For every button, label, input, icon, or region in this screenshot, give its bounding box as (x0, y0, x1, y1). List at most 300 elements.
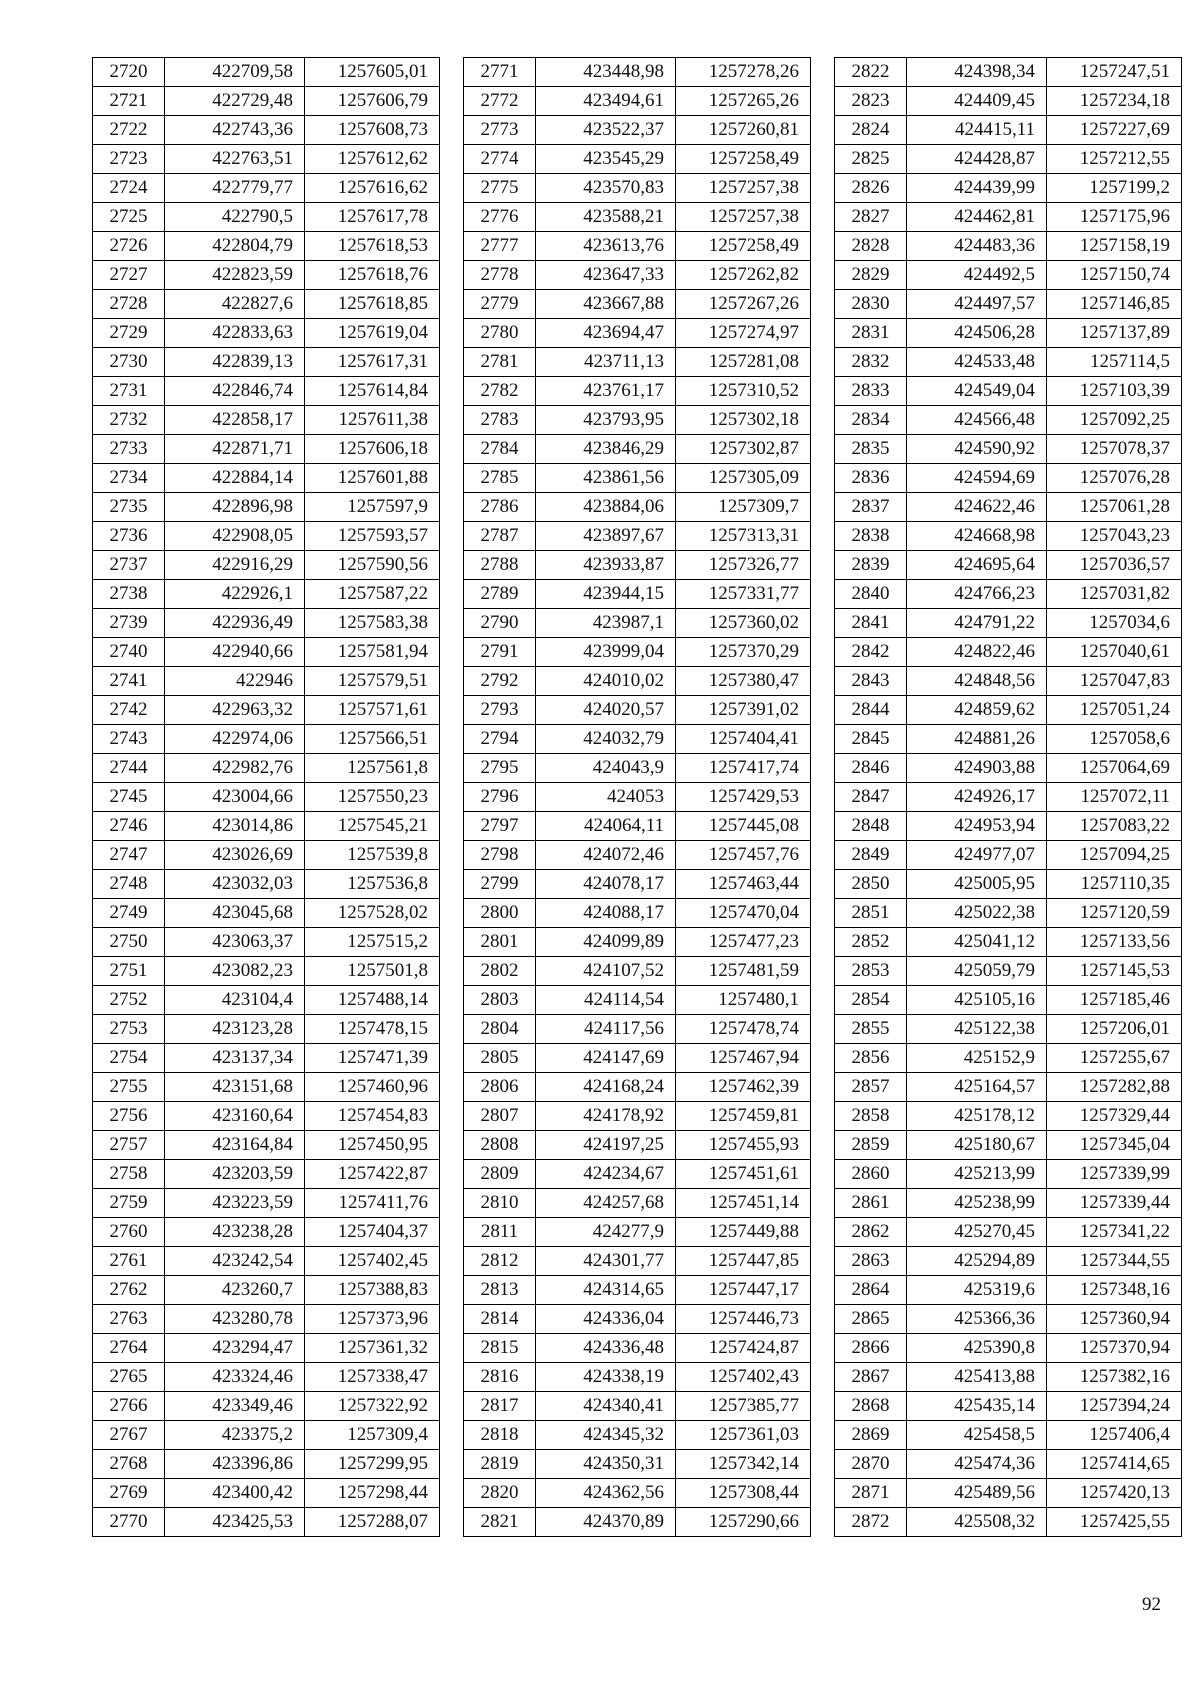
y-coordinate-cell: 1257459,81 (676, 1102, 811, 1131)
y-coordinate-cell: 1257064,69 (1047, 754, 1182, 783)
x-coordinate-cell: 424622,46 (907, 493, 1047, 522)
y-coordinate-cell: 1257477,23 (676, 928, 811, 957)
x-coordinate-cell: 423933,87 (536, 551, 676, 580)
x-coordinate-cell: 423396,86 (165, 1450, 305, 1479)
y-coordinate-cell: 1257288,07 (305, 1508, 440, 1537)
table-row (835, 290, 1182, 319)
x-coordinate-cell: 424020,57 (536, 696, 676, 725)
y-coordinate-cell: 1257597,9 (305, 493, 440, 522)
table-row (464, 174, 811, 203)
y-coordinate-cell: 1257404,37 (305, 1218, 440, 1247)
point-number-cell: 2826 (835, 174, 907, 203)
table-row (464, 580, 811, 609)
x-coordinate-cell: 423324,46 (165, 1363, 305, 1392)
point-number-cell: 2842 (835, 638, 907, 667)
point-number-cell: 2766 (93, 1392, 165, 1421)
table-row (464, 1479, 811, 1508)
x-coordinate-cell: 425213,99 (907, 1160, 1047, 1189)
x-coordinate-cell: 423522,37 (536, 116, 676, 145)
point-number-cell: 2743 (93, 725, 165, 754)
x-coordinate-cell: 423280,78 (165, 1305, 305, 1334)
y-coordinate-cell: 1257360,02 (676, 609, 811, 638)
y-coordinate-cell: 1257260,81 (676, 116, 811, 145)
point-number-cell: 2800 (464, 899, 536, 928)
x-coordinate-cell: 423137,34 (165, 1044, 305, 1073)
x-coordinate-cell: 423711,13 (536, 348, 676, 377)
point-number-cell: 2755 (93, 1073, 165, 1102)
y-coordinate-cell: 1257078,37 (1047, 435, 1182, 464)
y-coordinate-cell: 1257302,87 (676, 435, 811, 464)
y-coordinate-cell: 1257451,14 (676, 1189, 811, 1218)
point-number-cell: 2792 (464, 667, 536, 696)
x-coordinate-cell: 424766,23 (907, 580, 1047, 609)
y-coordinate-cell: 1257420,13 (1047, 1479, 1182, 1508)
y-coordinate-cell: 1257199,2 (1047, 174, 1182, 203)
point-number-cell: 2848 (835, 812, 907, 841)
point-number-cell: 2796 (464, 783, 536, 812)
table-row (835, 1392, 1182, 1421)
point-number-cell: 2753 (93, 1015, 165, 1044)
x-coordinate-cell: 422982,76 (165, 754, 305, 783)
x-coordinate-cell: 423045,68 (165, 899, 305, 928)
point-number-cell: 2854 (835, 986, 907, 1015)
table-row (464, 667, 811, 696)
x-coordinate-cell: 422804,79 (165, 232, 305, 261)
point-number-cell: 2761 (93, 1247, 165, 1276)
x-coordinate-cell: 423260,7 (165, 1276, 305, 1305)
y-coordinate-cell: 1257339,99 (1047, 1160, 1182, 1189)
point-number-cell: 2760 (93, 1218, 165, 1247)
y-coordinate-cell: 1257051,24 (1047, 696, 1182, 725)
x-coordinate-cell: 424409,45 (907, 87, 1047, 116)
y-coordinate-cell: 1257550,23 (305, 783, 440, 812)
point-number-cell: 2778 (464, 261, 536, 290)
y-coordinate-cell: 1257302,18 (676, 406, 811, 435)
point-number-cell: 2738 (93, 580, 165, 609)
table-row (835, 957, 1182, 986)
x-coordinate-cell: 424428,87 (907, 145, 1047, 174)
point-number-cell: 2825 (835, 145, 907, 174)
x-coordinate-cell: 425489,56 (907, 1479, 1047, 1508)
x-coordinate-cell: 422908,05 (165, 522, 305, 551)
point-number-cell: 2798 (464, 841, 536, 870)
table-row (93, 928, 440, 957)
point-number-cell: 2758 (93, 1160, 165, 1189)
y-coordinate-cell: 1257265,26 (676, 87, 811, 116)
point-number-cell: 2735 (93, 493, 165, 522)
y-coordinate-cell: 1257262,82 (676, 261, 811, 290)
y-coordinate-cell: 1257618,85 (305, 290, 440, 319)
x-coordinate-cell: 425005,95 (907, 870, 1047, 899)
y-coordinate-cell: 1257309,4 (305, 1421, 440, 1450)
y-coordinate-cell: 1257480,1 (676, 986, 811, 1015)
x-coordinate-cell: 423349,46 (165, 1392, 305, 1421)
table-row (464, 638, 811, 667)
x-coordinate-cell: 425022,38 (907, 899, 1047, 928)
point-number-cell: 2764 (93, 1334, 165, 1363)
table-row (835, 116, 1182, 145)
point-number-cell: 2839 (835, 551, 907, 580)
x-coordinate-cell: 422926,1 (165, 580, 305, 609)
x-coordinate-cell: 424848,56 (907, 667, 1047, 696)
x-coordinate-cell: 423375,2 (165, 1421, 305, 1450)
x-coordinate-cell: 424362,56 (536, 1479, 676, 1508)
point-number-cell: 2790 (464, 609, 536, 638)
y-coordinate-cell: 1257411,76 (305, 1189, 440, 1218)
y-coordinate-cell: 1257360,94 (1047, 1305, 1182, 1334)
table-row (835, 1450, 1182, 1479)
table-row (835, 435, 1182, 464)
y-coordinate-cell: 1257571,61 (305, 696, 440, 725)
y-coordinate-cell: 1257619,04 (305, 319, 440, 348)
x-coordinate-cell: 423761,17 (536, 377, 676, 406)
x-coordinate-cell: 423151,68 (165, 1073, 305, 1102)
x-coordinate-cell: 425435,14 (907, 1392, 1047, 1421)
table-row (93, 609, 440, 638)
table-row (464, 1102, 811, 1131)
x-coordinate-cell: 424549,04 (907, 377, 1047, 406)
x-coordinate-cell: 424822,46 (907, 638, 1047, 667)
table-row (464, 609, 811, 638)
x-coordinate-cell: 424117,56 (536, 1015, 676, 1044)
x-coordinate-cell: 423588,21 (536, 203, 676, 232)
y-coordinate-cell: 1257385,77 (676, 1392, 811, 1421)
point-number-cell: 2843 (835, 667, 907, 696)
table-row (464, 87, 811, 116)
x-coordinate-cell: 424977,07 (907, 841, 1047, 870)
x-coordinate-cell: 423082,23 (165, 957, 305, 986)
y-coordinate-cell: 1257429,53 (676, 783, 811, 812)
x-coordinate-cell: 424492,5 (907, 261, 1047, 290)
point-number-cell: 2870 (835, 1450, 907, 1479)
x-coordinate-cell: 424881,26 (907, 725, 1047, 754)
point-number-cell: 2752 (93, 986, 165, 1015)
point-number-cell: 2863 (835, 1247, 907, 1276)
y-coordinate-cell: 1257470,04 (676, 899, 811, 928)
table-row (835, 812, 1182, 841)
x-coordinate-cell: 422858,17 (165, 406, 305, 435)
table-row (93, 899, 440, 928)
table-row (464, 551, 811, 580)
table-row (464, 116, 811, 145)
table-row (835, 1247, 1182, 1276)
table-row (93, 957, 440, 986)
x-coordinate-cell: 425178,12 (907, 1102, 1047, 1131)
x-coordinate-cell: 423897,67 (536, 522, 676, 551)
x-coordinate-cell: 423846,29 (536, 435, 676, 464)
table-row (835, 377, 1182, 406)
point-number-cell: 2844 (835, 696, 907, 725)
x-coordinate-cell: 424533,48 (907, 348, 1047, 377)
point-number-cell: 2787 (464, 522, 536, 551)
point-number-cell: 2727 (93, 261, 165, 290)
point-number-cell: 2840 (835, 580, 907, 609)
point-number-cell: 2720 (93, 58, 165, 87)
y-coordinate-cell: 1257618,53 (305, 232, 440, 261)
x-coordinate-cell: 425474,36 (907, 1450, 1047, 1479)
x-coordinate-cell: 424859,62 (907, 696, 1047, 725)
table-row (93, 1044, 440, 1073)
y-coordinate-cell: 1257447,17 (676, 1276, 811, 1305)
point-number-cell: 2742 (93, 696, 165, 725)
table-row (835, 1015, 1182, 1044)
y-coordinate-cell: 1257545,21 (305, 812, 440, 841)
table-row (464, 348, 811, 377)
x-coordinate-cell: 422743,36 (165, 116, 305, 145)
table-row (464, 1189, 811, 1218)
point-number-cell: 2767 (93, 1421, 165, 1450)
y-coordinate-cell: 1257590,56 (305, 551, 440, 580)
y-coordinate-cell: 1257425,55 (1047, 1508, 1182, 1537)
x-coordinate-cell: 423203,59 (165, 1160, 305, 1189)
point-number-cell: 2725 (93, 203, 165, 232)
point-number-cell: 2813 (464, 1276, 536, 1305)
table-row (93, 812, 440, 841)
x-coordinate-cell: 422833,63 (165, 319, 305, 348)
x-coordinate-cell: 424340,41 (536, 1392, 676, 1421)
point-number-cell: 2804 (464, 1015, 536, 1044)
table-row (464, 1015, 811, 1044)
x-coordinate-cell: 424168,24 (536, 1073, 676, 1102)
y-coordinate-cell: 1257158,19 (1047, 232, 1182, 261)
y-coordinate-cell: 1257258,49 (676, 145, 811, 174)
x-coordinate-cell: 425180,67 (907, 1131, 1047, 1160)
y-coordinate-cell: 1257234,18 (1047, 87, 1182, 116)
point-number-cell: 2862 (835, 1218, 907, 1247)
y-coordinate-cell: 1257133,56 (1047, 928, 1182, 957)
y-coordinate-cell: 1257110,35 (1047, 870, 1182, 899)
point-number-cell: 2768 (93, 1450, 165, 1479)
x-coordinate-cell: 423694,47 (536, 319, 676, 348)
point-number-cell: 2833 (835, 377, 907, 406)
y-coordinate-cell: 1257361,03 (676, 1421, 811, 1450)
table-row (835, 232, 1182, 261)
table-row (464, 1363, 811, 1392)
y-coordinate-cell: 1257370,29 (676, 638, 811, 667)
y-coordinate-cell: 1257326,77 (676, 551, 811, 580)
y-coordinate-cell: 1257299,95 (305, 1450, 440, 1479)
x-coordinate-cell: 423884,06 (536, 493, 676, 522)
table-row (93, 1102, 440, 1131)
x-coordinate-cell: 422940,66 (165, 638, 305, 667)
table-row (464, 406, 811, 435)
table-row (93, 638, 440, 667)
point-number-cell: 2728 (93, 290, 165, 319)
point-number-cell: 2824 (835, 116, 907, 145)
x-coordinate-cell: 425413,88 (907, 1363, 1047, 1392)
point-number-cell: 2802 (464, 957, 536, 986)
y-coordinate-cell: 1257394,24 (1047, 1392, 1182, 1421)
y-coordinate-cell: 1257451,61 (676, 1160, 811, 1189)
point-number-cell: 2829 (835, 261, 907, 290)
y-coordinate-cell: 1257583,38 (305, 609, 440, 638)
table-row (93, 1131, 440, 1160)
x-coordinate-cell: 424594,69 (907, 464, 1047, 493)
table-row (93, 348, 440, 377)
table-row (93, 870, 440, 899)
y-coordinate-cell: 1257150,74 (1047, 261, 1182, 290)
y-coordinate-cell: 1257370,94 (1047, 1334, 1182, 1363)
y-coordinate-cell: 1257247,51 (1047, 58, 1182, 87)
y-coordinate-cell: 1257308,44 (676, 1479, 811, 1508)
point-number-cell: 2837 (835, 493, 907, 522)
table-row (93, 1276, 440, 1305)
y-coordinate-cell: 1257257,38 (676, 203, 811, 232)
x-coordinate-cell: 424010,02 (536, 667, 676, 696)
x-coordinate-cell: 423123,28 (165, 1015, 305, 1044)
x-coordinate-cell: 422823,59 (165, 261, 305, 290)
table-row (835, 580, 1182, 609)
table-row (835, 928, 1182, 957)
point-number-cell: 2803 (464, 986, 536, 1015)
y-coordinate-cell: 1257605,01 (305, 58, 440, 87)
table-row (464, 493, 811, 522)
table-row (835, 464, 1182, 493)
x-coordinate-cell: 425122,38 (907, 1015, 1047, 1044)
table-row (93, 725, 440, 754)
table-row (93, 1334, 440, 1363)
y-coordinate-cell: 1257290,66 (676, 1508, 811, 1537)
table-row (464, 203, 811, 232)
point-number-cell: 2765 (93, 1363, 165, 1392)
x-coordinate-cell: 425105,16 (907, 986, 1047, 1015)
x-coordinate-cell: 424314,65 (536, 1276, 676, 1305)
point-number-cell: 2726 (93, 232, 165, 261)
point-number-cell: 2732 (93, 406, 165, 435)
x-coordinate-cell: 424462,81 (907, 203, 1047, 232)
point-number-cell: 2763 (93, 1305, 165, 1334)
x-coordinate-cell: 424197,25 (536, 1131, 676, 1160)
x-coordinate-cell: 424415,11 (907, 116, 1047, 145)
point-number-cell: 2819 (464, 1450, 536, 1479)
table-row (464, 232, 811, 261)
x-coordinate-cell: 422936,49 (165, 609, 305, 638)
point-number-cell: 2809 (464, 1160, 536, 1189)
y-coordinate-cell: 1257417,74 (676, 754, 811, 783)
point-number-cell: 2806 (464, 1073, 536, 1102)
table-row (464, 754, 811, 783)
point-number-cell: 2821 (464, 1508, 536, 1537)
x-coordinate-cell: 424903,88 (907, 754, 1047, 783)
point-number-cell: 2799 (464, 870, 536, 899)
y-coordinate-cell: 1257103,39 (1047, 377, 1182, 406)
point-number-cell: 2731 (93, 377, 165, 406)
x-coordinate-cell: 424032,79 (536, 725, 676, 754)
x-coordinate-cell: 424953,94 (907, 812, 1047, 841)
table-row (464, 1160, 811, 1189)
point-number-cell: 2864 (835, 1276, 907, 1305)
y-coordinate-cell: 1257072,11 (1047, 783, 1182, 812)
point-number-cell: 2811 (464, 1218, 536, 1247)
x-coordinate-cell: 425238,99 (907, 1189, 1047, 1218)
point-number-cell: 2734 (93, 464, 165, 493)
table-row (835, 1189, 1182, 1218)
y-coordinate-cell: 1257606,18 (305, 435, 440, 464)
y-coordinate-cell: 1257274,97 (676, 319, 811, 348)
point-number-cell: 2807 (464, 1102, 536, 1131)
point-number-cell: 2737 (93, 551, 165, 580)
x-coordinate-cell: 423026,69 (165, 841, 305, 870)
table-row (93, 1305, 440, 1334)
point-number-cell: 2747 (93, 841, 165, 870)
table-row (93, 58, 440, 87)
y-coordinate-cell: 1257593,57 (305, 522, 440, 551)
y-coordinate-cell: 1257322,92 (305, 1392, 440, 1421)
point-number-cell: 2741 (93, 667, 165, 696)
x-coordinate-cell: 423944,15 (536, 580, 676, 609)
table-row (464, 1247, 811, 1276)
x-coordinate-cell: 425458,5 (907, 1421, 1047, 1450)
table-row (93, 986, 440, 1015)
table-row (464, 870, 811, 899)
table-row (835, 696, 1182, 725)
y-coordinate-cell: 1257515,2 (305, 928, 440, 957)
point-number-cell: 2872 (835, 1508, 907, 1537)
table-row (835, 348, 1182, 377)
y-coordinate-cell: 1257310,52 (676, 377, 811, 406)
point-number-cell: 2751 (93, 957, 165, 986)
point-number-cell: 2721 (93, 87, 165, 116)
table-row (464, 1421, 811, 1450)
table-row (835, 783, 1182, 812)
point-number-cell: 2817 (464, 1392, 536, 1421)
table-row (464, 928, 811, 957)
table-row (835, 638, 1182, 667)
y-coordinate-cell: 1257338,47 (305, 1363, 440, 1392)
x-coordinate-cell: 424064,11 (536, 812, 676, 841)
y-coordinate-cell: 1257566,51 (305, 725, 440, 754)
y-coordinate-cell: 1257617,78 (305, 203, 440, 232)
y-coordinate-cell: 1257579,51 (305, 667, 440, 696)
point-number-cell: 2812 (464, 1247, 536, 1276)
x-coordinate-cell: 423104,4 (165, 986, 305, 1015)
point-number-cell: 2841 (835, 609, 907, 638)
table-row (93, 1073, 440, 1102)
table-row (835, 522, 1182, 551)
x-coordinate-cell: 423425,53 (165, 1508, 305, 1537)
y-coordinate-cell: 1257361,32 (305, 1334, 440, 1363)
point-number-cell: 2757 (93, 1131, 165, 1160)
point-number-cell: 2814 (464, 1305, 536, 1334)
table-row (93, 696, 440, 725)
point-number-cell: 2823 (835, 87, 907, 116)
y-coordinate-cell: 1257402,45 (305, 1247, 440, 1276)
table-row (93, 435, 440, 464)
y-coordinate-cell: 1257581,94 (305, 638, 440, 667)
point-number-cell: 2789 (464, 580, 536, 609)
table-row (835, 754, 1182, 783)
y-coordinate-cell: 1257445,08 (676, 812, 811, 841)
y-coordinate-cell: 1257450,95 (305, 1131, 440, 1160)
point-number-cell: 2822 (835, 58, 907, 87)
point-number-cell: 2772 (464, 87, 536, 116)
coordinate-table-2 (463, 57, 811, 1537)
x-coordinate-cell: 422846,74 (165, 377, 305, 406)
x-coordinate-cell: 425270,45 (907, 1218, 1047, 1247)
x-coordinate-cell: 423242,54 (165, 1247, 305, 1276)
x-coordinate-cell: 424695,64 (907, 551, 1047, 580)
table-row (464, 1131, 811, 1160)
y-coordinate-cell: 1257617,31 (305, 348, 440, 377)
y-coordinate-cell: 1257083,22 (1047, 812, 1182, 841)
table-row (835, 174, 1182, 203)
x-coordinate-cell: 425059,79 (907, 957, 1047, 986)
y-coordinate-cell: 1257488,14 (305, 986, 440, 1015)
point-number-cell: 2759 (93, 1189, 165, 1218)
x-coordinate-cell: 425041,12 (907, 928, 1047, 957)
x-coordinate-cell: 423063,37 (165, 928, 305, 957)
y-coordinate-cell: 1257455,93 (676, 1131, 811, 1160)
